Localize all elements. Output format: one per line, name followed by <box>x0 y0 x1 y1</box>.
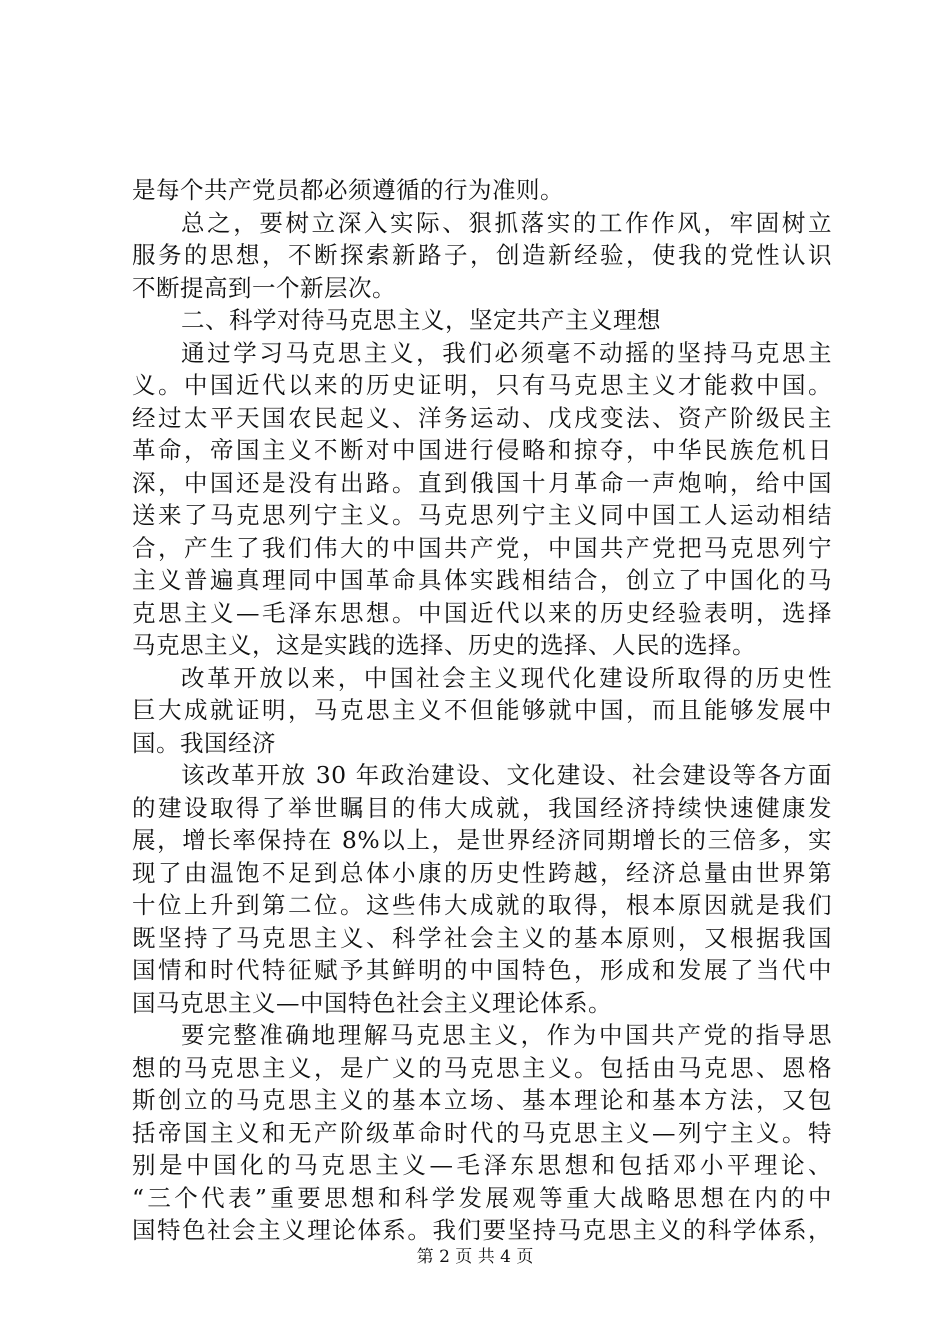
text-line: 想的马克思主义，是广义的马克思主义。包括由马克思、恩格 <box>132 1053 832 1082</box>
page-number-label: 第 2 页 共 4 页 <box>416 1247 534 1267</box>
text-line: “三个代表”重要思想和科学发展观等重大战略思想在内的中 <box>132 1183 832 1212</box>
text-line: 要完整准确地理解马克思主义，作为中国共产党的指导思 <box>181 1021 832 1049</box>
text-line: 通过学习马克思主义，我们必须毫不动摇的坚持马克思主 <box>181 338 832 367</box>
page-footer <box>0 1246 950 1268</box>
text-line: 送来了马克思列宁主义。马克思列宁主义同中国工人运动相结 <box>132 501 832 529</box>
text-line: 合，产生了我们伟大的中国共产党，中国共产党把马克思列宁 <box>132 533 832 562</box>
text-line: 国马克思主义—中国特色社会主义理论体系。 <box>132 988 612 1017</box>
text-line: 的建设取得了举世瞩目的伟大成就，我国经济持续快速健康发 <box>132 793 832 822</box>
text-line: 二、科学对待马克思主义，坚定共产主义理想 <box>181 306 661 334</box>
document-body <box>132 174 832 1247</box>
text-line: 主义普遍真理同中国革命具体实践相结合，创立了中国化的马 <box>132 566 832 594</box>
text-line: 十位上升到第二位。这些伟大成就的取得，根本原因就是我们 <box>132 891 832 919</box>
text-line: 既坚持了马克思主义、科学社会主义的基本原则，又根据我国 <box>132 923 832 952</box>
text-line: 巨大成就证明，马克思主义不但能够就中国，而且能够发展中 <box>132 696 832 724</box>
text-line: 革命，帝国主义不断对中国进行侵略和掠夺，中华民族危机日 <box>132 436 832 464</box>
text-line: 国情和时代特征赋予其鲜明的中国特色，形成和发展了当代中 <box>132 956 832 984</box>
text-line: 展，增长率保持在 8%以上，是世界经济同期增长的三倍多，实 <box>132 826 832 854</box>
text-line: 该改革开放 30 年政治建设、文化建设、社会建设等各方面 <box>181 761 832 789</box>
text-line: 国。我国经济 <box>132 728 276 757</box>
text-line: 改革开放以来，中国社会主义现代化建设所取得的历史性 <box>181 663 832 692</box>
text-line: 是每个共产党员都必须遵循的行为准则。 <box>132 176 564 204</box>
text-line: 别是中国化的马克思主义—毛泽东思想和包括邓小平理论、 <box>132 1151 832 1179</box>
text-line: 经过太平天国农民起义、洋务运动、戊戌变法、资产阶级民主 <box>132 403 832 432</box>
text-line: 服务的思想，不断探索新路子，创造新经验，使我的党性认识 <box>132 241 832 269</box>
text-line: 国特色社会主义理论体系。我们要坚持马克思主义的科学体系， <box>132 1216 832 1244</box>
text-line: 总之，要树立深入实际、狠抓落实的工作作风，牢固树立 <box>181 208 832 237</box>
text-line: 现了由温饱不足到总体小康的历史性跨越，经济总量由世界第 <box>132 858 832 887</box>
text-line: 深，中国还是没有出路。直到俄国十月革命一声炮响，给中国 <box>132 468 832 497</box>
text-line: 不断提高到一个新层次。 <box>132 273 396 302</box>
text-line: 马克思主义，这是实践的选择、历史的选择、人民的选择。 <box>132 631 756 659</box>
text-line: 义。中国近代以来的历史证明，只有马克思主义才能救中国。 <box>132 371 832 399</box>
text-line: 斯创立的马克思主义的基本立场、基本理论和基本方法，又包 <box>132 1086 832 1114</box>
text-line: 克思主义—毛泽东思想。中国近代以来的历史经验表明，选择 <box>132 598 832 627</box>
text-line: 括帝国主义和无产阶级革命时代的马克思主义—列宁主义。特 <box>132 1118 832 1147</box>
